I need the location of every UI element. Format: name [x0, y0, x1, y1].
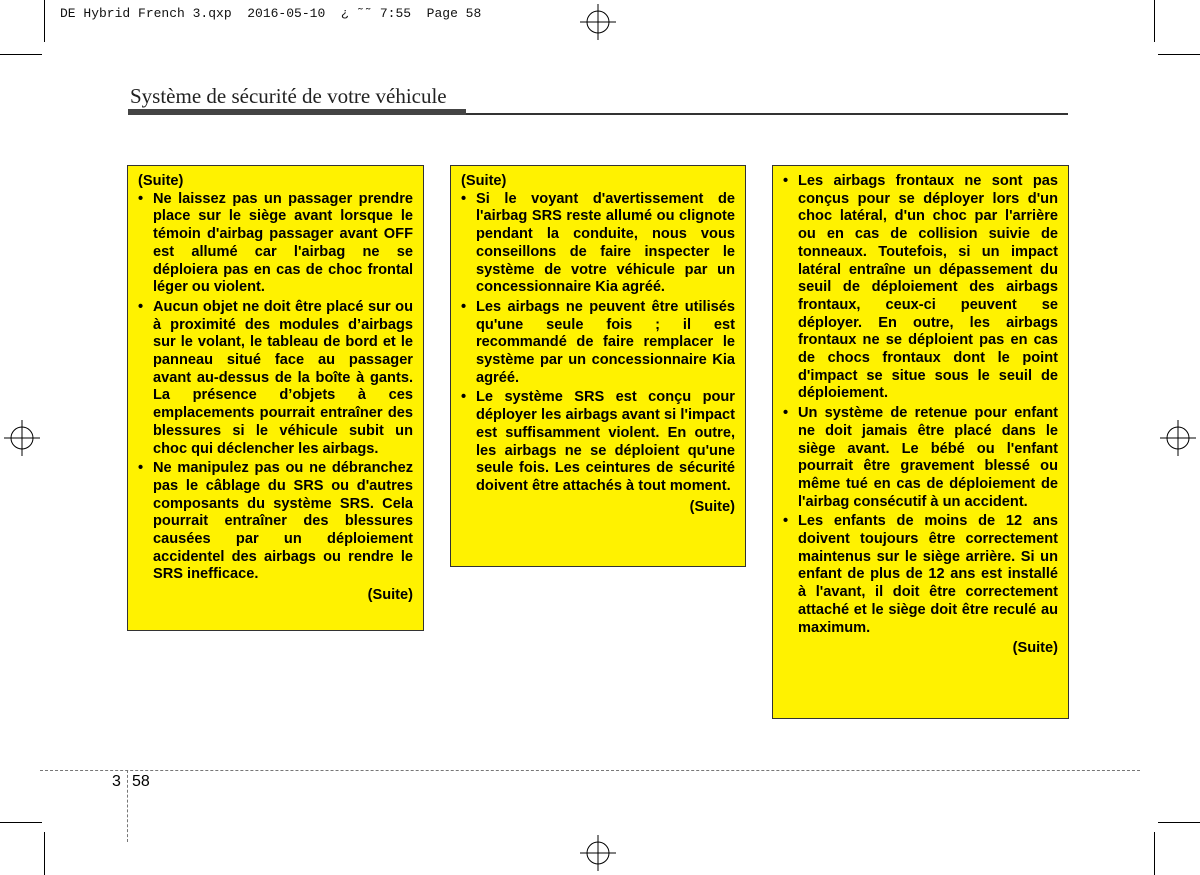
bullet-icon: •: [461, 389, 467, 406]
warning-item-text: Les enfants de moins de 12 ans doivent toujours être correctement maintenus sur le siège arrière. Si un enfant de plus de 12 ans est installé à l'avant, il doit être correctement attaché et le siège doit être reculé au maximum.: [798, 513, 1058, 636]
bullet-icon: •: [783, 513, 789, 530]
crop-mark: [1154, 832, 1155, 875]
box-continued-footer: (Suite): [367, 587, 413, 604]
box-continued-label: (Suite): [461, 173, 507, 189]
warning-item: [138, 460, 413, 584]
warning-box-right: [772, 165, 1069, 719]
box-continued-label: (Suite): [138, 173, 184, 189]
registration-mark-icon: [1160, 420, 1196, 456]
footer-divider: [40, 770, 1140, 771]
bullet-icon: •: [138, 460, 144, 477]
bullet-icon: •: [461, 190, 467, 207]
warning-item-text: Le système SRS est conçu pour déployer les airbags avant si l'impact est suffisamment violent. En outre, les airbags ne se déploient qu'une seule fois. Les ceintures de sécurité doivent être attachés à tout moment.: [476, 389, 735, 494]
bullet-icon: •: [783, 173, 789, 189]
box-continued-footer: (Suite): [689, 498, 735, 515]
page-number: 58: [132, 773, 150, 790]
warning-item-text: Aucun objet ne doit être placé sur ou à proximité des modules d’airbags sur le volant, le tableau de bord et le panneau situé face au passager avant au-dessus de la boîte à gants. La présence d’objets à ces emplacements pourrait entraîner des blessures si le véhicule subit un choc qui déclencher les airbags.: [153, 298, 413, 457]
warning-item-text: Les airbags frontaux ne sont pas conçus pour se déployer lors d'un choc latéral, d'un choc par l'arrière ou en cas de collision suivie de tonneaux. Toutefois, si un impact latéral entraîne un dépassement du seuil de déploiement des airbags frontaux, ceux-ci peuvent se déployer. En outre, les airbags frontaux ne se déploient pas en cas de chocs frontaux dont le point d'impact se situe sous le seuil de déploiement.: [798, 173, 1058, 402]
footer-vertical-divider: [127, 770, 128, 842]
bullet-icon: •: [783, 405, 789, 422]
crop-mark: [44, 832, 45, 875]
warning-box-left: [127, 165, 424, 631]
print-info-line: DE Hybrid French 3.qxp 2016-05-10 ¿ ˜˜ 7:55 Page 58: [60, 6, 482, 21]
chapter-number: 3: [112, 773, 121, 790]
warning-item: [461, 299, 735, 388]
warning-item: [783, 513, 1058, 637]
warning-item: [461, 191, 735, 297]
warning-item-text: Si le voyant d'avertissement de l'airbag SRS reste allumé ou clignote pendant la conduite, nous vous conseillons de faire inspecter le système de votre véhicule par un concessionnaire Kia agréé.: [476, 190, 735, 296]
warning-item: [461, 389, 735, 495]
registration-mark-icon: [4, 420, 40, 456]
warning-list: [783, 173, 1058, 637]
crop-mark: [0, 822, 42, 823]
warning-box-middle: [450, 165, 746, 567]
bullet-icon: •: [138, 190, 144, 207]
warning-list: [461, 191, 735, 496]
header-divider-accent: [128, 109, 466, 115]
crop-mark: [1158, 54, 1200, 55]
bullet-icon: •: [461, 298, 467, 315]
warning-list: [138, 191, 413, 584]
bullet-icon: •: [138, 298, 144, 315]
crop-mark: [1154, 0, 1155, 42]
warning-item: [783, 405, 1058, 511]
crop-mark: [44, 0, 45, 42]
box-continued-footer: (Suite): [1012, 640, 1058, 657]
warning-item: [138, 299, 413, 458]
page-header-title: Système de sécurité de votre véhicule: [130, 84, 447, 108]
warning-item-text: Ne manipulez pas ou ne débranchez pas le câblage du SRS ou d'autres composants du système SRS. Cela pourrait entraîner des blessures causées par un déploiement accidentel des airbags ou rendre le SRS inefficace.: [153, 460, 413, 583]
crop-mark: [1158, 822, 1200, 823]
registration-mark-icon: [580, 4, 616, 40]
warning-item-text: Ne laissez pas un passager prendre place sur le siège avant lorsque le témoin d'airbag passager avant OFF est allumé car l'airbag ne se déploiera pas en cas de choc frontal léger ou violent.: [153, 190, 413, 296]
warning-item-text: Un système de retenue pour enfant ne doit jamais être placé dans le siège avant. Le bébé ou l'enfant pourrait être gravement blessé ou même tué en cas de déploiement de l'airbag consécutif à un accident.: [798, 405, 1058, 510]
warning-item-text: Les airbags ne peuvent être utilisés qu'une seule fois ; il est recommandé de faire remplacer le système par un concessionnaire Kia agréé.: [476, 298, 735, 386]
crop-mark: [0, 54, 42, 55]
warning-item: [138, 191, 413, 297]
registration-mark-icon: [580, 835, 616, 871]
warning-item: [783, 173, 1058, 403]
